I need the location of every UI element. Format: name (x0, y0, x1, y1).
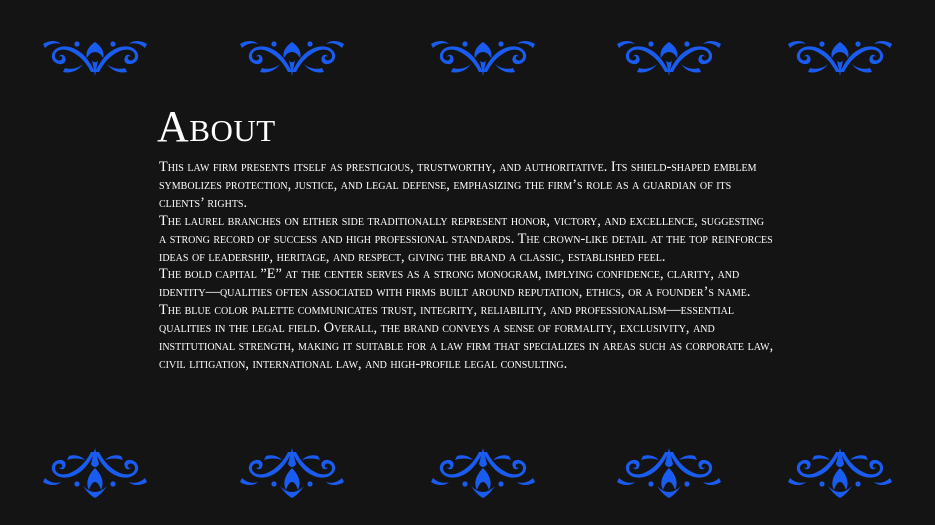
paragraph-laurel: The laurel branches on either side traditionally represent honor, victory, and excellence, suggesting a strong record of success and high professional standards. The crown-like detail at the top reinforces ideas of leadership, heritage, and respect, giving the brand a classic, established feel. (159, 212, 773, 265)
paragraph-emblem: This law firm presents itself as prestigious, trustworthy, and authoritative. Its shield-shaped emblem symbolizes protection, justice, and legal defense, emphasizing the firm’s role as a guardian of its clients’ rights. (159, 159, 757, 211)
scroll-ornament-icon (784, 22, 896, 78)
bottom-ornament-row (0, 446, 935, 502)
fleur-scroll-ornament-icon (427, 446, 539, 502)
fleur-scroll-ornament-icon (39, 446, 151, 502)
top-ornament-row (0, 22, 935, 78)
fleur-scroll-ornament-icon (236, 446, 348, 502)
scroll-ornament-icon (39, 22, 151, 78)
scroll-ornament-icon (427, 22, 539, 78)
slide-title: About (157, 102, 276, 151)
paragraph-monogram: The bold capital ”E” at the center serves as a strong monogram, implying confidence, clarity, and identity—qualities often associated with firms built around reputation, ethics, or a founder’s name. (159, 266, 751, 301)
fleur-scroll-ornament-icon (784, 446, 896, 502)
scroll-ornament-icon (613, 22, 725, 78)
paragraph-color-palette: The blue color palette communicates trust, integrity, reliability, and professionalism—essential qualities in the legal field. Overall, the brand conveys a sense of formality, exclusivity, and institutional strength, making it suitable for a law firm that specializes in areas such as corporate law, civil litigation, international law, and high-profile legal consulting. (159, 302, 774, 372)
scroll-ornament-icon (236, 22, 348, 78)
fleur-scroll-ornament-icon (613, 446, 725, 502)
about-body (159, 159, 774, 374)
